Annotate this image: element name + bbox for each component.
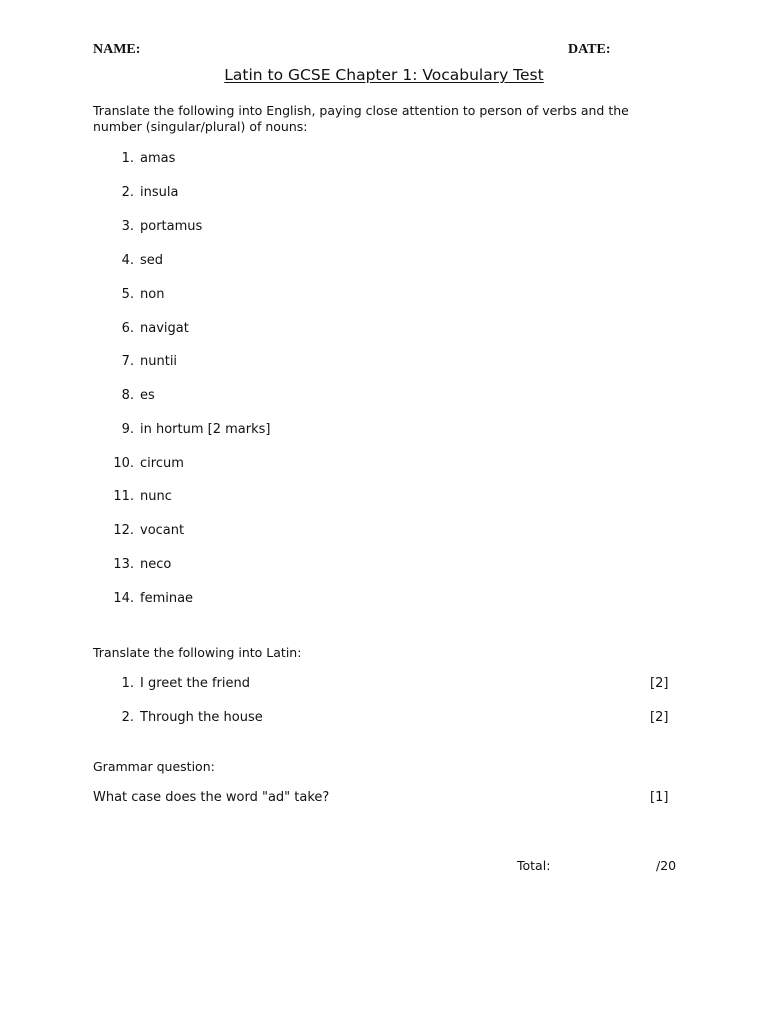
section1-instructions: Translate the following into English, paying close attention to person of verbs and the number (singular/plural) of nouns: bbox=[93, 103, 629, 134]
section2-instructions: Translate the following into Latin: bbox=[93, 645, 302, 660]
item-number: 12. bbox=[113, 523, 134, 538]
name-label: NAME: bbox=[93, 42, 141, 57]
list-item bbox=[110, 676, 250, 691]
list-item bbox=[110, 456, 184, 471]
item-number: 4. bbox=[121, 253, 134, 268]
item-number: 1. bbox=[121, 151, 134, 166]
item-number: 2. bbox=[121, 185, 134, 200]
item-text: insula bbox=[140, 185, 179, 200]
item-text: nuntii bbox=[140, 354, 178, 369]
list-item bbox=[110, 557, 171, 572]
item-text: sed bbox=[140, 253, 164, 268]
list-item bbox=[110, 523, 184, 538]
item-number: 11. bbox=[113, 489, 134, 504]
item-number: 6. bbox=[121, 321, 134, 336]
item-number: 5. bbox=[121, 287, 134, 302]
item-text: amas bbox=[140, 151, 176, 166]
list-item bbox=[110, 287, 164, 302]
item-number: 7. bbox=[121, 354, 134, 369]
list-item bbox=[110, 151, 175, 166]
list-item bbox=[110, 388, 155, 403]
item-text: in hortum [2 marks] bbox=[140, 422, 271, 437]
list-item bbox=[110, 185, 178, 200]
item-number: 8. bbox=[121, 388, 134, 403]
list-item bbox=[110, 253, 163, 268]
item-number: 2. bbox=[121, 710, 134, 725]
item-text: neco bbox=[140, 557, 172, 572]
item-number: 10. bbox=[113, 456, 134, 471]
item-text: feminae bbox=[140, 591, 194, 606]
grammar-question: What case does the word "ad" take? bbox=[93, 790, 330, 805]
list-item bbox=[110, 354, 177, 369]
item-text: es bbox=[140, 388, 155, 403]
item-text: Through the house bbox=[140, 710, 263, 725]
marks-label: [2] bbox=[650, 676, 669, 691]
item-text: non bbox=[140, 287, 165, 302]
item-number: 13. bbox=[113, 557, 134, 572]
item-text: nunc bbox=[140, 489, 172, 504]
list-item bbox=[110, 489, 172, 504]
item-text: vocant bbox=[140, 523, 185, 538]
total-value: /20 bbox=[656, 858, 677, 873]
list-item bbox=[110, 219, 202, 234]
item-text: I greet the friend bbox=[140, 676, 250, 691]
item-number: 9. bbox=[121, 422, 134, 437]
item-text: navigat bbox=[140, 321, 189, 336]
item-number: 3. bbox=[121, 219, 134, 234]
item-text: circum bbox=[140, 456, 184, 471]
marks-label: [1] bbox=[650, 790, 669, 805]
date-label: DATE: bbox=[568, 42, 611, 57]
list-item bbox=[110, 710, 263, 725]
list-item bbox=[110, 321, 189, 336]
list-item bbox=[110, 591, 193, 606]
total-label: Total: bbox=[517, 858, 551, 873]
item-number: 1. bbox=[121, 676, 134, 691]
marks-label: [2] bbox=[650, 710, 669, 725]
item-number: 14. bbox=[113, 591, 134, 606]
item-text: portamus bbox=[140, 219, 203, 234]
page-title: Latin to GCSE Chapter 1: Vocabulary Test bbox=[224, 66, 544, 84]
list-item bbox=[110, 422, 270, 437]
grammar-heading: Grammar question: bbox=[93, 759, 215, 774]
